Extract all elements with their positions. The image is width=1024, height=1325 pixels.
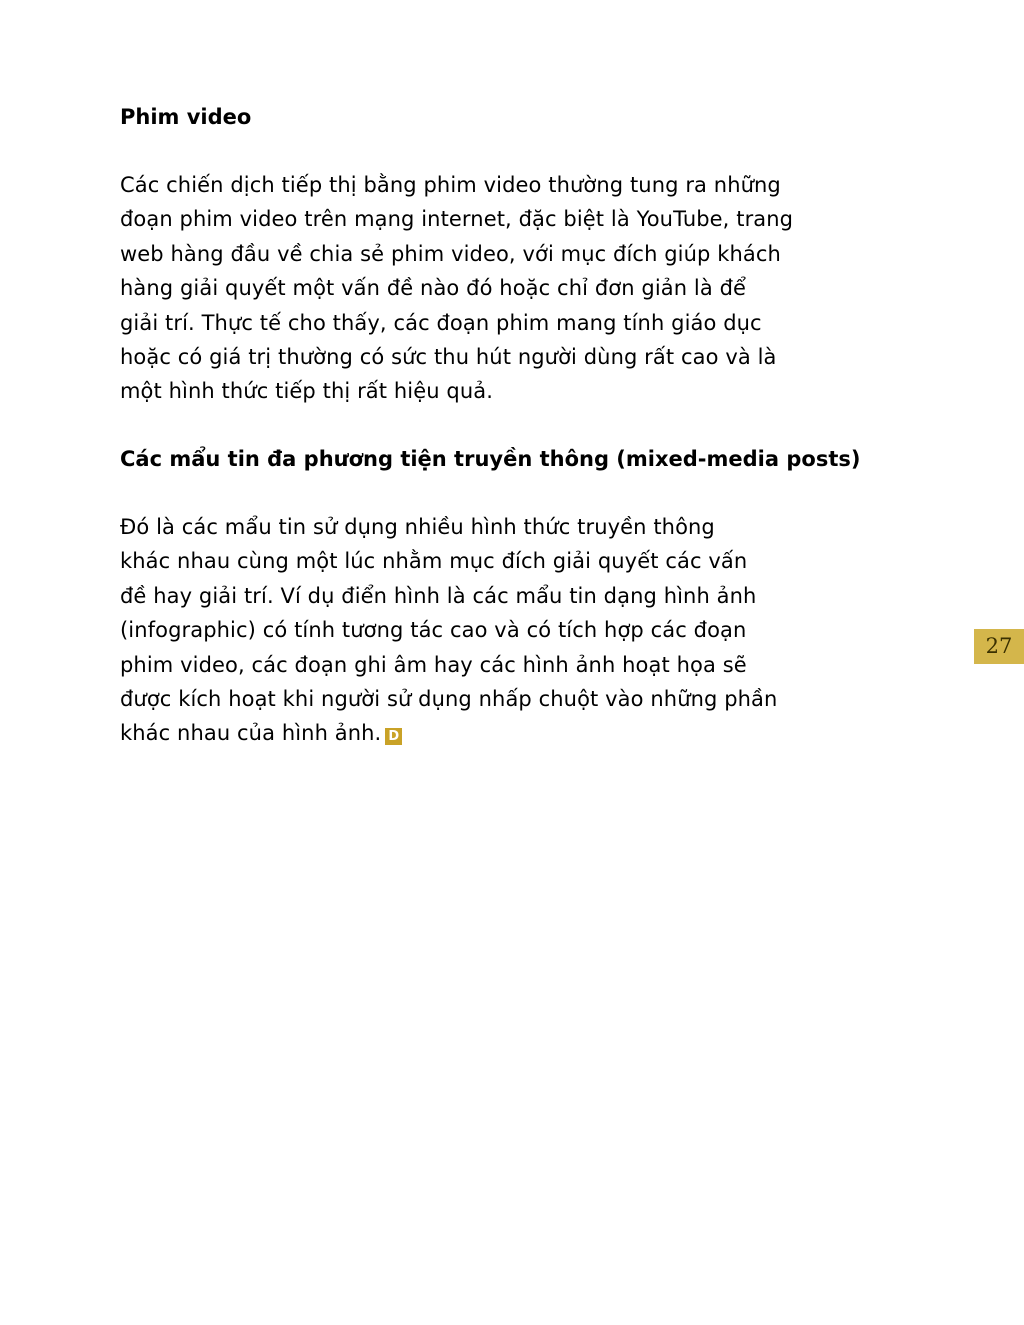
section-heading-mixed-media: Các mẩu tin đa phương tiện truyền thông (mixed-media posts)	[120, 447, 861, 471]
paragraph-line: giải trí. Thực tế cho thấy, các đoạn phim mang tính giáo dục	[120, 310, 762, 335]
paragraph-line-last	[120, 716, 777, 750]
paragraph-line: phim video, các đoạn ghi âm hay các hình ảnh hoạt họa sẽ	[120, 652, 747, 677]
section-heading-video: Phim video	[120, 105, 252, 129]
paragraph-line-text: khác nhau của hình ảnh.	[120, 721, 382, 746]
paragraph-line: Các chiến dịch tiếp thị bằng phim video thường tung ra những	[120, 173, 781, 197]
end-of-article-icon: D	[385, 728, 402, 745]
paragraph-line: đề hay giải trí. Ví dụ điển hình là các mẩu tin dạng hình ảnh	[120, 583, 757, 608]
paragraph-line: hàng giải quyết một vấn đề nào đó hoặc chỉ đơn giản là để	[120, 276, 747, 301]
paragraph-line: Đó là các mẩu tin sử dụng nhiều hình thức truyền thông	[120, 515, 715, 539]
section-paragraph-video	[120, 168, 793, 409]
paragraph-line: được kích hoạt khi người sử dụng nhấp chuột vào những phần	[120, 687, 778, 712]
paragraph-line: đoạn phim video trên mạng internet, đặc biệt là YouTube, trang	[120, 207, 794, 232]
paragraph-line: một hình thức tiếp thị rất hiệu quả.	[120, 379, 494, 404]
section-paragraph-mixed-media	[120, 510, 777, 751]
paragraph-line: khác nhau cùng một lúc nhằm mục đích giải quyết các vấn	[120, 549, 748, 574]
page-number: 27	[974, 629, 1024, 664]
paragraph-line: web hàng đầu về chia sẻ phim video, với mục đích giúp khách	[120, 241, 781, 266]
paragraph-line: (infographic) có tính tương tác cao và có tích hợp các đoạn	[120, 618, 747, 643]
paragraph-line: hoặc có giá trị thường có sức thu hút người dùng rất cao và là	[120, 345, 777, 370]
